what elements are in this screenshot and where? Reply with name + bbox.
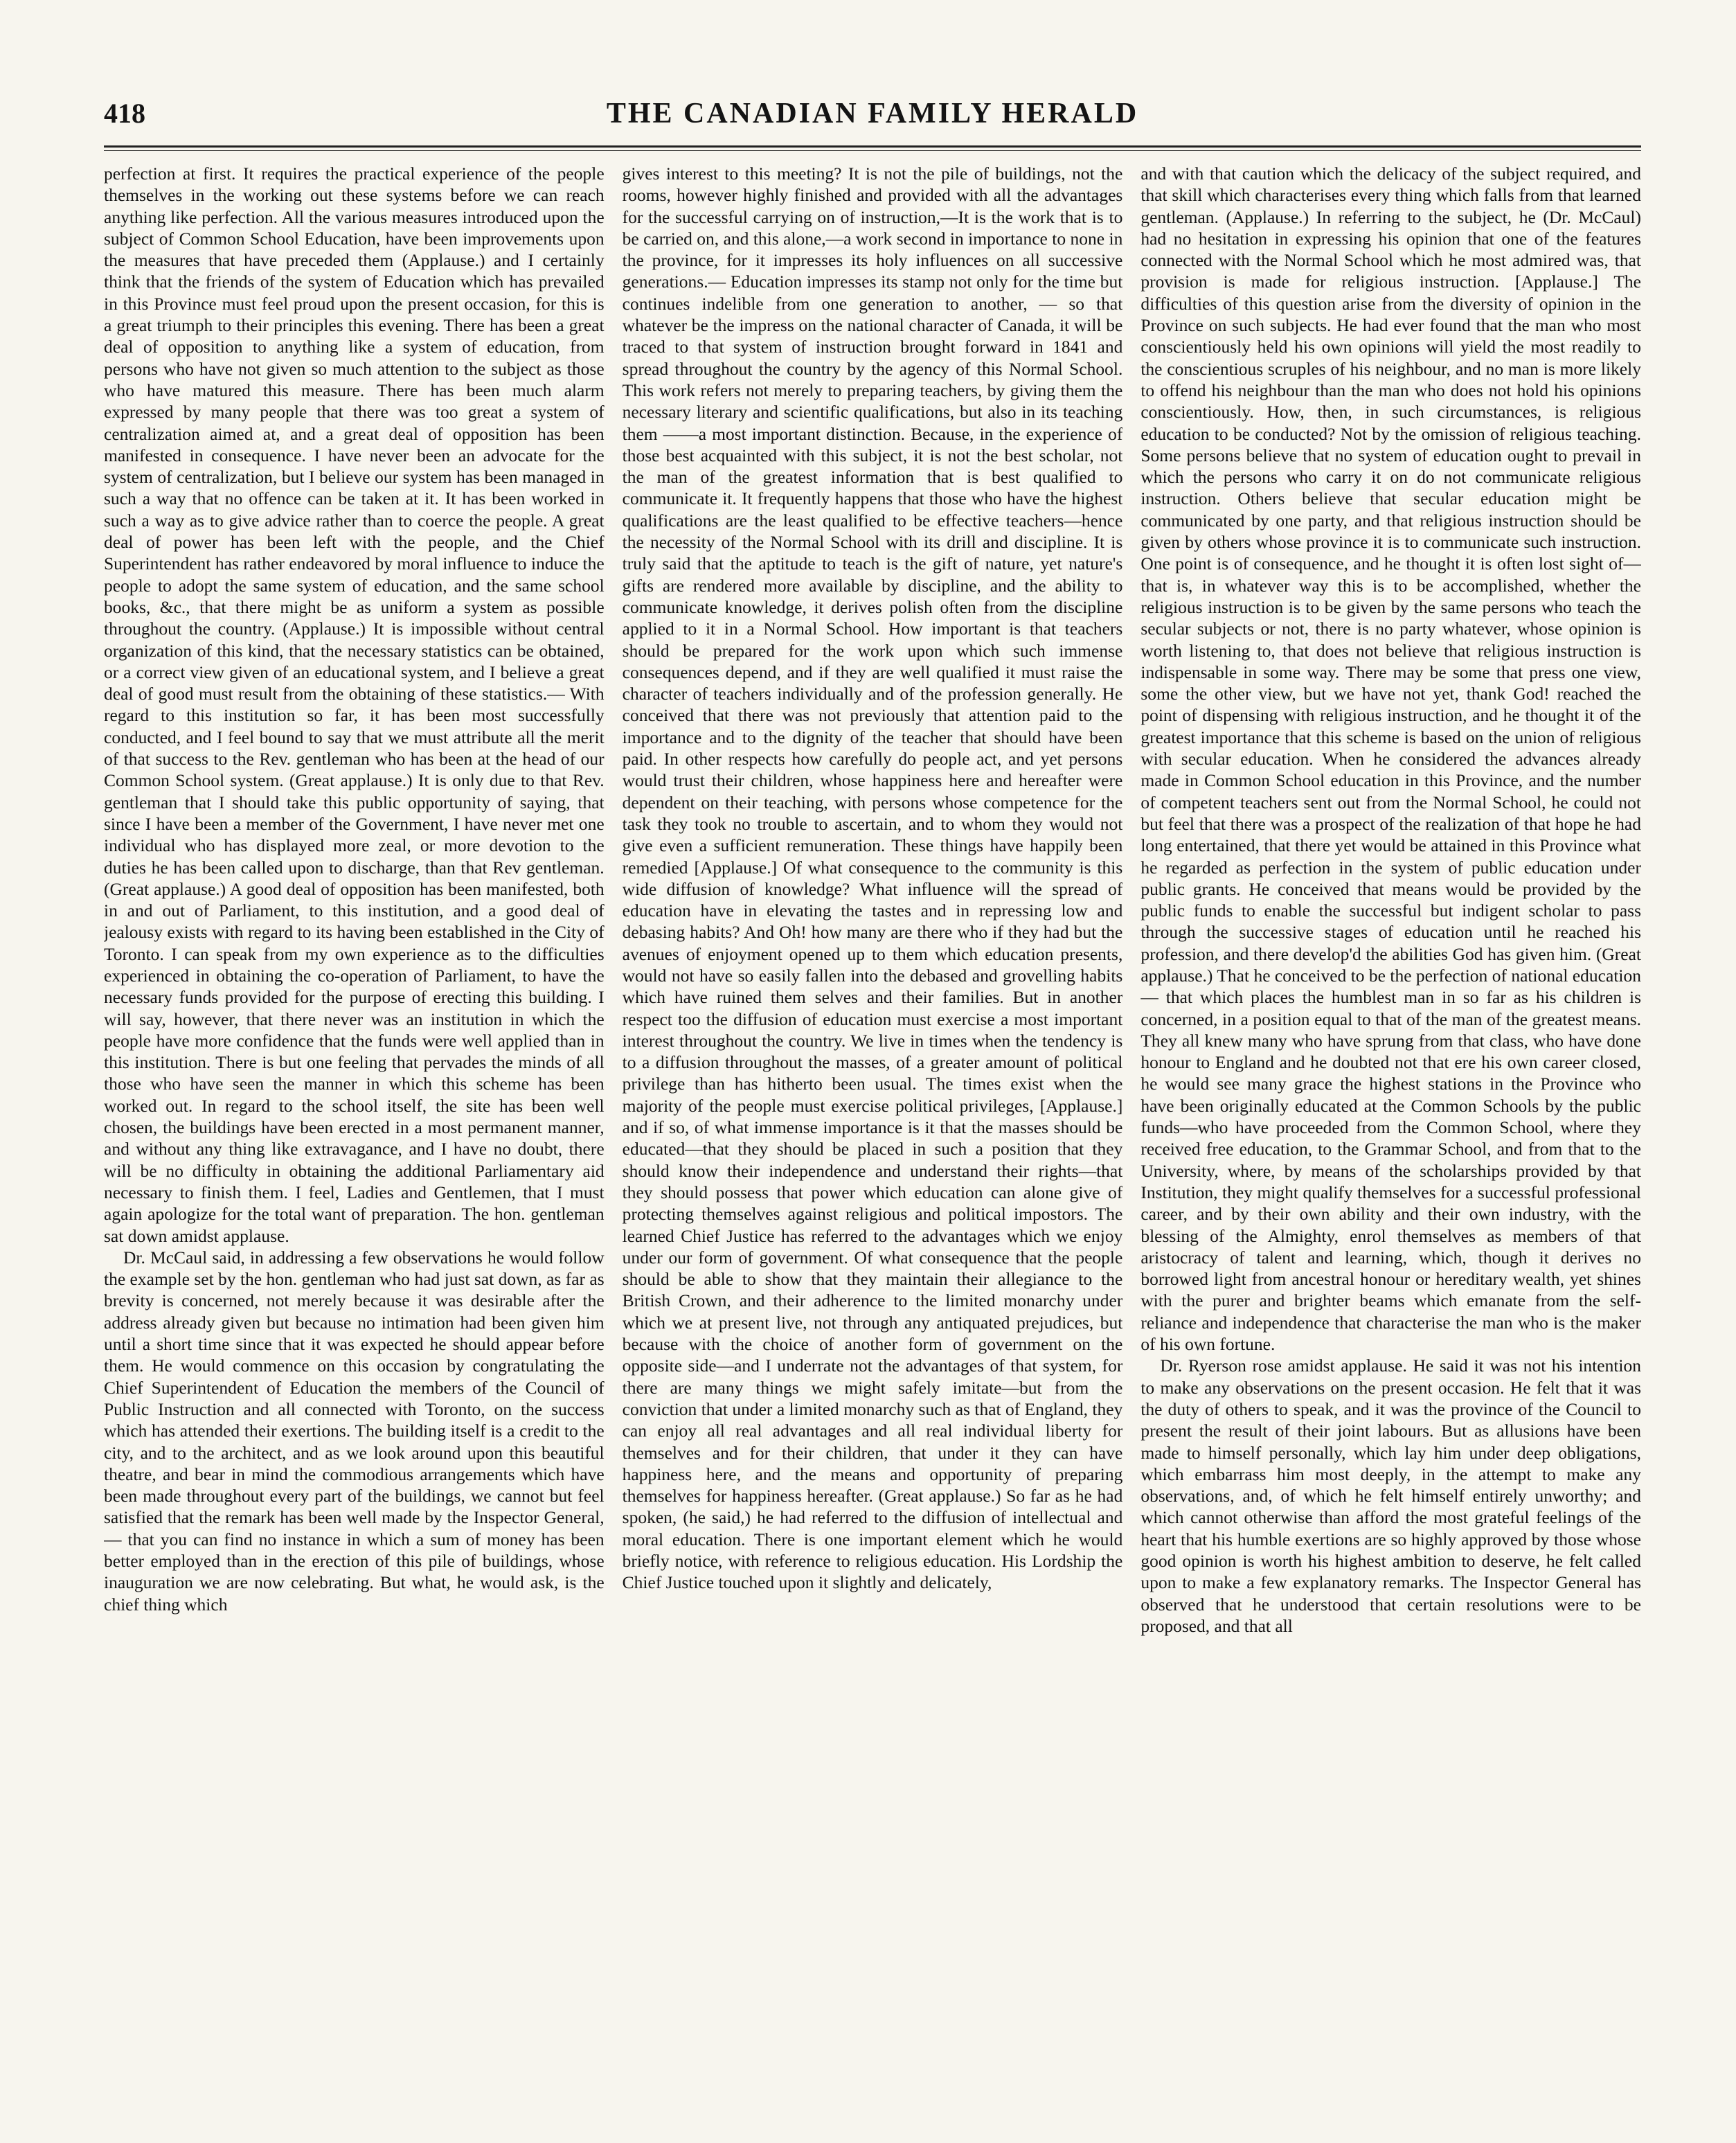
paragraph: and with that caution which the delicacy of the subject required, and that skill which characterises every thing which falls from that learned gentleman. (Applause.) In referring to the subject, he (Dr. McCaul) had no hesitation in expressing his opinion that one of the features connected with the Normal School which he most admired was, that provision is made for religious instruction. [Applause.] The difficulties of this question arise from the diversity of opinion in the Province on such subjects. He had ever found that the man who most conscientiously held his own opinions will yield the most readily to the conscientious scruples of his neighbour, and no man is more likely to offend his neighbour than the man who does not hold his opinions conscientiously. How, then, in such circumstances, is religious education to be conducted? Not by the omission of religious teaching. Some persons believe that no system of education ought to prevail in which the persons who carry it on do not communicate religious instruction. Others believe that secular education might be communicated by one party, and that religious instruction should be given by others whose province it is to communicate such instruction. One point is of consequence, and he thought it is often lost sight of—that is, in whatever way this is to be accomplished, whether the religious instruction is to be given by the same persons who teach the secular subjects or not, there is no party whatever, whose opinion is worth listening to, that does not believe that religious instruction is indispensable in some way. There may be some that press one view, some the other view, but we have not yet, thank God! reached the point of dispensing with religious instruction, and he thought it of the greatest importance that this scheme is based on the union of religious with secular education. When he considered the advances already made in Common School education in this Province, and the number of competent teachers sent out from the Normal School, he could not but feel that there was a prospect of the realization of that hope he had long entertained, that there yet would be attained in this Province what he regarded as perfection in the system of public education under public grants. He conceived that means would be provided by the public funds to enable the successful but indigent scholar to pass through the successive stages of education until he reached his profession, and there develop'd the abilities God has given him. (Great applause.) That he conceived to be the perfection of national education — that which places the humblest man in so far as his children is concerned, in a position equal to that of the man of the greatest means. They all knew many who have sprung from that class, who have done honour to England and he doubted not that ere his own career closed, he would see many grace the highest stations in the Province who have been originally educated at the Common Schools by the public funds—who have proceeded from the Common School, where they received free education, to the Grammar School, and from that to the University, where, by means of the scholarships provided by that Institution, they might qualify themselves for a successful professional career, and by their own ability and their own industry, with the blessing of the Almighty, enrol themselves as members of that aristocracy of talent and learning, which, though it derives no borrowed light from ancestral honour or hereditary wealth, yet shines with the purer and brighter beams which emanate from the self-reliance and independence that characterise the man who is the maker of his own fortune. — [1140, 163, 1641, 1355]
paragraph: Dr. Ryerson rose amidst applause. He said it was not his intention to make any observations on the present occasion. He felt that it was the duty of others to speak, and it was the province of the Council to present the result of their joint labours. But as allusions have been made to himself personally, which lay him under deep obligations, which embarrass him most deeply, in the attempt to make any observations, and, of which he felt himself entirely unworthy; and which cannot otherwise than afford the most grateful feelings of the heart that his humble exertions are so highly approved by those whose good opinion is worth his highest ambition to deserve, he felt called upon to make a few explanatory remarks. The Inspector General has observed that he understood that certain resolutions were to be proposed, and that all — [1140, 1355, 1641, 1636]
page-header — [104, 97, 1641, 139]
masthead-title: THE CANADIAN FAMILY HERALD — [606, 98, 1139, 130]
paragraph: perfection at first. It requires the practical experience of the people themselves in the working out these systems before we can reach anything like perfection. All the various measures introduced upon the subject of Common School Education, have been improvements upon the measures that have preceded them (Applause.) and I certainly think that the friends of the system of Education which has prevailed in this Province must feel proud upon the present occasion, for this is a great triumph to their principles this evening. There has been a great deal of opposition to anything like a system of education, from persons who have not given so much attention to the subject as those who have matured this measure. There has been much alarm expressed by many people that there was too great a system of centralization aimed at, and a great deal of opposition has been manifested in consequence. I have never been an advocate for the system of centralization, but I believe our system has been managed in such a way that no offence can be taken at it. It has been worked in such a way as to give advice rather than to coerce the people. A great deal of power has been left with the people, and the Chief Superintendent has rather endeavored by moral influence to induce the people to adopt the same system of education, and the same school books, &c., that there might be as uniform a system as possible throughout the country. (Applause.) It is impossible without central organization of this kind, that the necessary statistics can be obtained, or a correct view given of an educational system, and I believe a great deal of good must result from the obtaining of these statistics.— With regard to this institution so far, it has been most successfully conducted, and I feel bound to say that we must attribute all the merit of that success to the Rev. gentleman who has been at the head of our Common School system. (Great applause.) It is only due to that Rev. gentleman that I should take this public opportunity of saying, that since I have been a member of the Government, I have never met one individual who has displayed more zeal, or more devotion to the duties he has been called upon to discharge, than that Rev gentleman. (Great applause.) A good deal of opposition has been manifested, both in and out of Parliament, to this institution, and a good deal of jealousy exists with regard to its having been established in the City of Toronto. I can speak from my own experience as to the difficulties experienced in obtaining the co-operation of Parliament, to have the necessary funds provided for the purpose of erecting this building. I will say, however, that there never was an institution in which the people have more confidence that the funds were well applied than in this institution. There is but one feeling that pervades the minds of all those who have seen the manner in which this scheme has been worked out. In regard to the school itself, the site has been well chosen, the buildings have been erected in a most permanent manner, and without any thing like extravagance, and I have no doubt, there will be no difficulty in obtaining the additional Parliamentary aid necessary to finish them. I feel, Ladies and Gentlemen, that I must again apologize for the total want of preparation. The hon. gentleman sat down amidst applause. — [104, 163, 605, 1246]
column-1 — [104, 163, 605, 2095]
paragraph: gives interest to this meeting? It is not the pile of buildings, not the rooms, however highly finished and provided with all the advantages for the successful carrying on of instruction,—It is the work that is to be carried on, and this alone,—a work second in importance to none in the province, for it impresses its holy influences on all successive generations.— Education impresses its stamp not only for the time but continues indelible from one generation to another, — so that whatever be the impress on the national character of Canada, it will be traced to that system of instruction brought forward in 1841 and spread throughout the country by the agency of this Normal School. This work refers not merely to preparing teachers, by giving them the necessary literary and scientific qualifications, but also in its teaching them ——a most important distinction. Because, in the experience of those best acquainted with this subject, it is not the best scholar, not the man of the greatest information that is best qualified to communicate it. It frequently happens that those who have the highest qualifications are the least qualified to be effective teachers—hence the necessity of the Normal School with its drill and discipline. It is truly said that the aptitude to teach is the gift of nature, yet nature's gifts are rendered more available by discipline, and the ability to communicate knowledge, it derives polish often from the discipline applied to it in a Normal School. How important is that teachers should be prepared for the work upon which such immense consequences depend, and if they are well qualified it must raise the character of teachers individually and of the profession generally. He conceived that there was not previously that attention paid to the importance and to the dignity of the teacher that should have been paid. In other respects how carefully do people act, and yet persons would trust their children, whose happiness here and hereafter were dependent on their teaching, with persons whose competence for the task they took no trouble to ascertain, and to whom they would not give even a sufficient remuneration. These things have happily been remedied [Applause.] Of what consequence to the community is this wide diffusion of knowledge? What influence will the spread of education have in elevating the tastes and in repressing low and debasing habits? And Oh! how many are there who if they had but the avenues of enjoyment opened up to them which education presents, would not have so easily fallen into the debased and grovelling habits which have ruined them selves and their families. But in another respect too the diffusion of education must exercise a most important interest throughout the country. We live in times when the tendency is to a diffusion throughout the masses, of a greater amount of political privilege than has hitherto been usual. The times exist when the majority of the people must exercise political privileges, [Applause.] and if so, of what immense importance is it that the masses should be educated—that they should be placed in such a position that they should know their independence and understand their rights—that they should possess that power which education can alone give of protecting themselves against religious and political impostors. The learned Chief Justice has referred to the advantages which we enjoy under our form of government. Of what consequence that the people should be able to show that they maintain their allegiance to the British Crown, and their adherence to the limited monarchy under which we at present live, not through any antiquated prejudices, but because with the choice of another form of government on the opposite side—and I underrate not the advantages of that system, for there are many things we might safely imitate—but from the conviction that under a limited monarchy such as that of England, they can enjoy all real advantages and all real individual liberty for themselves and for their children, that under it they can have happiness here, and the means and opportunity of preparing themselves for happiness hereafter. (Great applause.) So far as he had spoken, (he said,) he had referred to the diffusion of intellectual and moral education. There is one important element which he would briefly notice, with reference to religious education. His Lordship the Chief Justice touched upon it slightly and delicately, — [622, 163, 1123, 1593]
column-2 — [623, 163, 1123, 2095]
header-rule — [104, 145, 1641, 151]
column-3 — [1140, 163, 1641, 2095]
page-number: 418 — [104, 98, 145, 129]
paragraph: Dr. McCaul said, in addressing a few observations he would follow the example set by the hon. gentleman who had just sat down, as far as brevity is concerned, not merely because it was desirable after the address already given but because no intimation had been given him until a short time since that it was expected he should appear before them. He would commence on this occasion by congratulating the Chief Superintendent of Education the members of the Council of Public Instruction and all connected with Toronto, on the success which has attended their exertions. The building itself is a credit to the city, and to the architect, and as we look around upon this beautiful theatre, and bear in mind the commodious arrangements which have been made throughout every part of the buildings, we cannot but feel satisfied that the remark has been well made by the Inspector General, — that you can find no instance in which a sum of money has been better employed than in the erection of this pile of buildings, whose inauguration we are now celebrating. But what, he would ask, is the chief thing which — [104, 1247, 605, 1615]
article-columns — [104, 163, 1641, 2095]
